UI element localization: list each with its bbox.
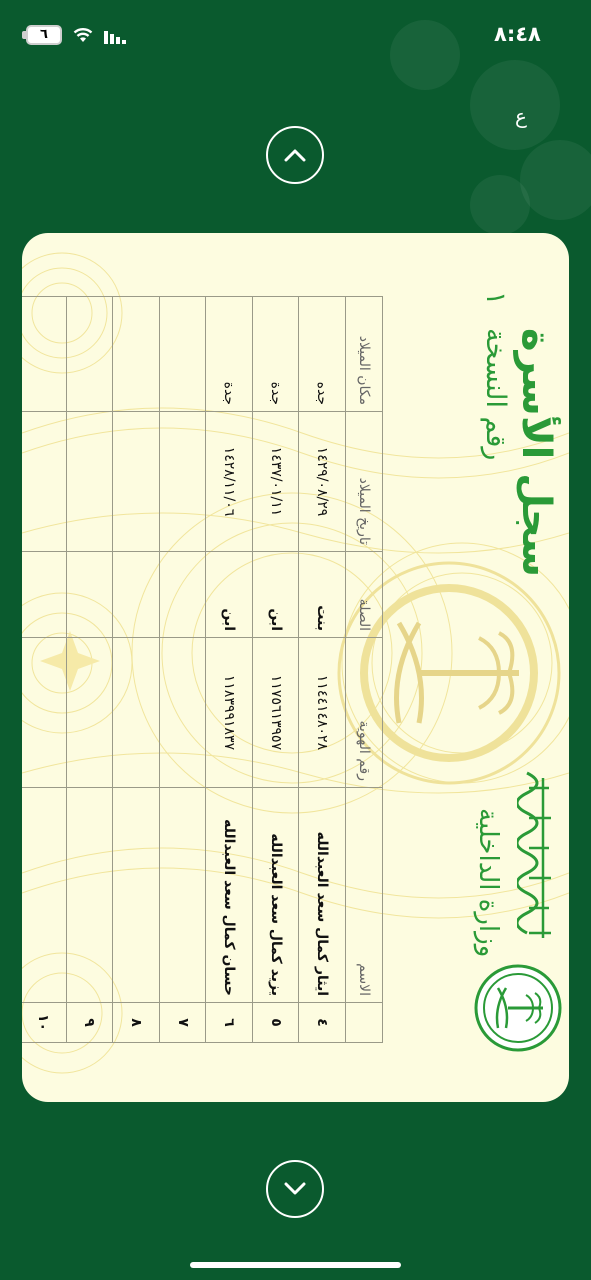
member-name: [22, 788, 66, 1003]
member-id: [22, 638, 66, 788]
table-header-birth-date: تاريخ الميلاد: [346, 412, 383, 552]
wifi-icon: [73, 27, 93, 43]
member-id: ١١٤٤١٤٨٠٢٨: [299, 638, 346, 788]
member-relation: ابن: [206, 552, 253, 638]
member-birth-date: [66, 412, 113, 552]
member-name: حسان كمال سعد العبدالله: [206, 788, 253, 1003]
ministry-name: وزارة الداخلية: [473, 808, 503, 958]
member-name: ايثار كمال سعد العبدالله: [299, 788, 346, 1003]
table-header-name: الاسم: [346, 788, 383, 1003]
row-index: ٨: [113, 1003, 160, 1043]
member-birth-place: [66, 297, 113, 412]
copy-number: [480, 291, 511, 460]
family-members-table: [22, 296, 383, 1043]
member-name: يزيد كمال سعد العبدالله: [252, 788, 299, 1003]
table-header-index: [346, 1003, 383, 1043]
member-relation: [22, 552, 66, 638]
table-row: [299, 297, 346, 1043]
member-name: [159, 788, 206, 1003]
member-relation: [66, 552, 113, 638]
document-content: [22, 233, 569, 1102]
member-birth-date: [159, 412, 206, 552]
home-indicator[interactable]: [190, 1262, 401, 1268]
member-relation: [113, 552, 160, 638]
document-title: سجل الأسرة: [513, 328, 559, 578]
background-decoration: [520, 140, 591, 220]
row-index: ٥: [252, 1003, 299, 1043]
signal-icon: [104, 28, 126, 44]
copy-number-label: رقم النسخة: [480, 328, 511, 461]
table-row: [113, 297, 160, 1043]
member-id: ١١٨٣٩٩١٨٣٧: [206, 638, 253, 788]
member-name: [66, 788, 113, 1003]
table-header-birth-place: مكان الميلاد: [346, 297, 383, 412]
table-row: [206, 297, 253, 1043]
battery-icon: [26, 25, 62, 45]
family-register-card: [22, 233, 569, 1102]
kingdom-calligraphy-logo: [517, 768, 557, 948]
member-birth-date: [113, 412, 160, 552]
member-id: ١١٧٥٦١٣٩٥٧: [252, 638, 299, 788]
background-decoration: [470, 175, 530, 235]
row-index: ٩: [66, 1003, 113, 1043]
table-row: [22, 297, 66, 1043]
status-bar: [0, 0, 591, 70]
table-header-id: رقم الهوية: [346, 638, 383, 788]
row-index: ٤: [299, 1003, 346, 1043]
member-relation: ابن: [252, 552, 299, 638]
member-birth-place: جدة: [206, 297, 253, 412]
table-header-row: [346, 297, 383, 1043]
table-header-relation: الصلة: [346, 552, 383, 638]
ministry-logo-icon: [473, 963, 563, 1053]
row-index: ٦: [206, 1003, 253, 1043]
member-birth-place: جدة: [252, 297, 299, 412]
copy-number-value: ١: [480, 291, 511, 306]
battery-level: ٦: [40, 27, 48, 42]
member-relation: [159, 552, 206, 638]
row-index: ١٠: [22, 1003, 66, 1043]
table-row: [159, 297, 206, 1043]
member-birth-date: ١٤٢٨/١١/٠٦: [206, 412, 253, 552]
member-birth-date: ١٤٣٧/٠١/١١: [252, 412, 299, 552]
row-index: ٧: [159, 1003, 206, 1043]
member-id: [159, 638, 206, 788]
table-row: [252, 297, 299, 1043]
chevron-up-icon: [283, 148, 307, 162]
member-id: [113, 638, 160, 788]
member-birth-place: جده: [299, 297, 346, 412]
language-toggle[interactable]: ع: [515, 104, 527, 128]
table-row: [66, 297, 113, 1043]
status-time: ٨:٤٨: [494, 22, 541, 46]
member-id: [66, 638, 113, 788]
member-birth-place: [113, 297, 160, 412]
scroll-down-button[interactable]: [266, 1160, 324, 1218]
member-birth-place: [159, 297, 206, 412]
member-birth-date: ١٤٢٩/٠٨/٢٩: [299, 412, 346, 552]
chevron-down-icon: [283, 1182, 307, 1196]
member-birth-place: [22, 297, 66, 412]
member-birth-date: [22, 412, 66, 552]
scroll-up-button[interactable]: [266, 126, 324, 184]
member-relation: بنت: [299, 552, 346, 638]
member-name: [113, 788, 160, 1003]
